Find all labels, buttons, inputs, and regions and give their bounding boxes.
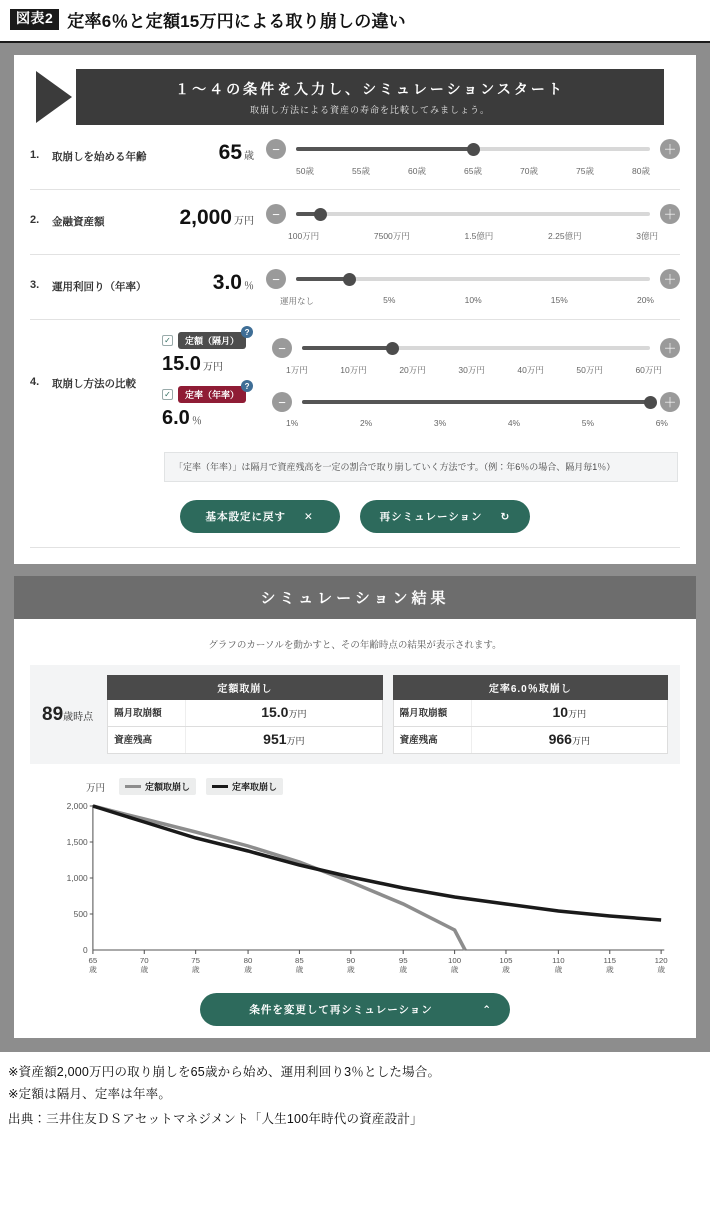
value-unit: 万円 xyxy=(571,736,590,747)
method-body xyxy=(162,327,680,440)
simulator-card xyxy=(14,55,696,564)
tick-label: 1.5億円 xyxy=(464,231,494,241)
reset-button[interactable] xyxy=(180,500,340,533)
slider-track[interactable] xyxy=(296,212,650,216)
tick-label: 30万円 xyxy=(458,365,485,375)
slider-knob[interactable] xyxy=(386,342,399,355)
help-icon[interactable]: ? xyxy=(241,326,253,338)
tick-label: 4% xyxy=(507,418,521,428)
result-panel xyxy=(0,576,710,1052)
svg-text:90: 90 xyxy=(346,956,356,966)
method-value-block xyxy=(162,327,272,376)
tick-label: 3% xyxy=(433,418,447,428)
age-point-number: 89 xyxy=(42,703,64,725)
legend-label: 定率取崩し xyxy=(232,782,278,793)
tag-fixed-amount xyxy=(178,327,250,349)
svg-text:歳: 歳 xyxy=(554,965,563,975)
simulator-panel xyxy=(0,43,710,576)
value-number: 951 xyxy=(263,731,287,748)
svg-text:歳: 歳 xyxy=(88,965,97,975)
value-unit: 歳 xyxy=(244,151,254,162)
value-unit: 万円 xyxy=(234,216,254,227)
tick-label: 5% xyxy=(383,295,396,305)
svg-text:歳: 歳 xyxy=(191,965,200,975)
increment-button[interactable]: ＋ xyxy=(660,204,680,224)
tick-label: 100万円 xyxy=(288,231,320,241)
slider-track[interactable] xyxy=(302,346,650,350)
slider-ticks xyxy=(272,364,680,376)
tick-label: 20% xyxy=(636,295,654,305)
figure-header xyxy=(0,0,710,43)
row-label: 金融資産額 xyxy=(52,216,105,228)
tag-label: 定率（年率） xyxy=(185,390,240,400)
age-point-suffix: 歳時点 xyxy=(63,711,94,723)
slider-ticks xyxy=(266,295,680,307)
svg-text:歳: 歳 xyxy=(657,965,666,975)
row-value xyxy=(472,700,667,726)
asset-depletion-chart[interactable] xyxy=(30,795,680,985)
row-value xyxy=(162,269,254,295)
svg-text:歳: 歳 xyxy=(140,965,149,975)
svg-text:120: 120 xyxy=(654,956,668,966)
svg-text:85: 85 xyxy=(295,956,304,966)
value-number: 10 xyxy=(552,704,569,721)
series-fixed-rate xyxy=(93,806,661,920)
tick-label: 1% xyxy=(286,418,299,428)
value-unit: ％ xyxy=(191,416,202,427)
value-number: 15.0 xyxy=(162,353,201,375)
tick-label: 7500万円 xyxy=(373,231,410,241)
result-hint: グラフのカーソルを動かすと、その年齢時点の結果が表示されます。 xyxy=(208,640,502,652)
footnote-1: ※資産額2,000万円の取り崩しを65歳から始め、運用利回り3％とした場合。 xyxy=(8,1065,441,1080)
tick-label: 1万円 xyxy=(286,365,308,375)
increment-button[interactable]: ＋ xyxy=(660,139,680,159)
result-table-fixed-rate xyxy=(393,675,668,754)
resimulate-button[interactable] xyxy=(360,500,531,533)
row-value xyxy=(186,727,381,753)
table-row xyxy=(107,727,382,754)
banner-subtitle: 取崩し方法による資産の寿命を比較してみましょう。 xyxy=(249,104,490,115)
legend-item-fixed-amount xyxy=(119,778,196,795)
tick-label: 2.25億円 xyxy=(548,231,582,241)
result-table-fixed-amount xyxy=(107,675,382,754)
table-row xyxy=(393,700,668,727)
tick-label: 65歳 xyxy=(464,166,482,176)
input-row-return-rate xyxy=(30,255,680,320)
tick-label: 3億円 xyxy=(636,231,658,241)
value-unit: 万円 xyxy=(286,736,305,747)
tick-label: 15% xyxy=(550,295,568,305)
age-point xyxy=(42,704,97,726)
increment-button[interactable]: ＋ xyxy=(660,269,680,289)
table-title: 定額取崩し xyxy=(107,675,382,700)
row-label: 取崩し方法の比較 xyxy=(52,378,136,390)
method-value xyxy=(162,407,272,430)
result-card xyxy=(14,619,696,1038)
tick-label: 運用なし xyxy=(280,296,315,306)
row-label: 取崩しを始める年齢 xyxy=(52,151,147,163)
tick-label: 6% xyxy=(655,418,668,428)
row-value xyxy=(162,204,254,230)
figure-badge: 図表2 xyxy=(10,9,59,29)
decrement-button[interactable]: − xyxy=(272,338,292,358)
change-conditions-button[interactable] xyxy=(200,993,510,1026)
svg-text:0: 0 xyxy=(82,946,88,956)
row-number: 2. xyxy=(30,214,40,226)
svg-text:歳: 歳 xyxy=(502,965,510,975)
slider-knob[interactable] xyxy=(314,208,327,221)
decrement-button[interactable]: − xyxy=(266,139,286,159)
table-row xyxy=(393,727,668,754)
decrement-button[interactable]: − xyxy=(266,204,286,224)
input-row-method-comparison xyxy=(30,320,680,444)
row-value xyxy=(162,139,254,165)
svg-text:1,500: 1,500 xyxy=(66,838,88,848)
row-number: 4. xyxy=(30,376,40,388)
method-item-fixed-rate xyxy=(162,381,680,430)
method-value-block xyxy=(162,381,272,430)
svg-text:100: 100 xyxy=(448,956,462,966)
bottom-actions xyxy=(30,993,680,1026)
refresh-icon: ↻ xyxy=(500,510,511,523)
method-label-block xyxy=(30,332,162,440)
tag-fixed-rate xyxy=(178,381,250,403)
series-fixed-amount xyxy=(93,806,465,950)
decrement-button[interactable]: − xyxy=(272,392,292,412)
svg-text:105: 105 xyxy=(499,956,513,966)
tick-label: 20万円 xyxy=(399,365,426,375)
change-conditions-label: 条件を変更して再シミュレーション xyxy=(249,1004,433,1017)
figure-footer xyxy=(0,1052,710,1143)
row-value xyxy=(472,727,667,753)
footnote-2: ※定額は隔月、定率は年率。 xyxy=(8,1087,172,1102)
method-note: 「定率（年率）」は隔月で資産残高を一定の割合で取り崩していく方法です。（例：年6％の場合、隔月毎1％） xyxy=(164,452,678,482)
divider xyxy=(30,547,680,548)
slider-ticks xyxy=(272,418,680,428)
slider-ticks xyxy=(266,230,680,242)
row-number: 3. xyxy=(30,279,40,291)
value-unit: 万円 xyxy=(202,362,223,373)
slider-block xyxy=(272,332,680,376)
row-label: 資産残高 xyxy=(394,727,472,753)
slider-track[interactable] xyxy=(296,147,650,151)
simulator-banner xyxy=(76,69,664,125)
checkbox-fixed-rate[interactable]: ✓ xyxy=(162,389,173,400)
row-label: 隔月取崩額 xyxy=(394,700,472,726)
chart-legend xyxy=(30,778,680,795)
slider-block xyxy=(254,204,680,242)
help-icon[interactable]: ? xyxy=(241,380,253,392)
chart-area xyxy=(30,778,680,985)
tick-label: 55歳 xyxy=(352,166,370,176)
slider-block xyxy=(254,139,680,177)
legend-label: 定額取崩し xyxy=(145,782,191,793)
method-item-fixed-amount xyxy=(162,327,680,376)
figure-title: 定率6％と定額15万円による取り崩しの違い xyxy=(67,12,406,31)
svg-text:95: 95 xyxy=(398,956,408,966)
svg-text:80: 80 xyxy=(243,956,253,966)
svg-text:歳: 歳 xyxy=(450,965,459,975)
value-number: 15.0 xyxy=(261,704,289,721)
slider-block xyxy=(254,269,680,307)
tag-label: 定額（隔月） xyxy=(185,336,240,346)
banner-title: １～４の条件を入力し、シミュレーションスタート xyxy=(175,80,565,97)
row-value xyxy=(186,700,381,726)
tick-label: 50歳 xyxy=(296,166,314,176)
slider-track[interactable] xyxy=(296,277,650,281)
value-unit: 万円 xyxy=(568,709,587,720)
svg-text:75: 75 xyxy=(191,956,201,966)
checkbox-fixed-amount[interactable]: ✓ xyxy=(162,335,173,346)
tick-label: 80歳 xyxy=(632,166,650,176)
slider-ticks xyxy=(266,165,680,177)
svg-text:1,000: 1,000 xyxy=(66,874,88,884)
svg-text:65: 65 xyxy=(88,956,98,966)
slider-knob[interactable] xyxy=(343,273,356,286)
svg-text:歳: 歳 xyxy=(399,965,408,975)
result-tables xyxy=(30,665,680,764)
row-label: 運用利回り（年率） xyxy=(52,281,147,293)
source-note: 出典：三井住友ＤＳアセットマネジメント「人生100年時代の資産設計」 xyxy=(8,1112,423,1127)
value-number: 966 xyxy=(548,731,572,748)
tick-label: 10% xyxy=(464,295,482,305)
increment-button[interactable]: ＋ xyxy=(660,338,680,358)
close-icon: ✕ xyxy=(304,510,314,523)
svg-text:115: 115 xyxy=(603,956,617,966)
result-heading: シミュレーション結果 xyxy=(14,576,696,619)
tick-label: 60万円 xyxy=(635,365,662,375)
svg-text:歳: 歳 xyxy=(346,965,355,975)
tick-label: 2% xyxy=(359,418,373,428)
svg-text:110: 110 xyxy=(552,956,565,966)
decrement-button[interactable]: − xyxy=(266,269,286,289)
row-label: 資産残高 xyxy=(108,727,186,753)
slider-track[interactable] xyxy=(302,400,650,404)
tick-label: 5% xyxy=(581,418,595,428)
slider-knob[interactable] xyxy=(467,143,480,156)
value-unit: ％ xyxy=(244,281,254,292)
chart-unit-label: 万円 xyxy=(86,782,106,794)
tick-label: 10万円 xyxy=(340,365,367,375)
slider-knob[interactable] xyxy=(644,396,657,409)
value-number: 2,000 xyxy=(179,206,232,229)
simulator-actions xyxy=(30,500,680,533)
tick-label: 70歳 xyxy=(520,166,538,176)
method-value xyxy=(162,353,272,376)
svg-text:歳: 歳 xyxy=(295,965,304,975)
svg-text:歳: 歳 xyxy=(244,965,252,975)
input-row-start-age xyxy=(30,125,680,190)
svg-text:500: 500 xyxy=(73,910,88,920)
value-number: 3.0 xyxy=(212,271,242,294)
legend-item-fixed-rate xyxy=(206,778,283,795)
tick-label: 60歳 xyxy=(408,166,426,176)
table-row xyxy=(107,700,382,727)
row-number: 1. xyxy=(30,149,40,161)
svg-text:70: 70 xyxy=(139,956,149,966)
svg-text:歳: 歳 xyxy=(605,965,614,975)
value-number: 6.0 xyxy=(162,407,190,429)
input-row-assets xyxy=(30,190,680,255)
reset-button-label: 基本設定に戻す xyxy=(205,511,286,524)
chevron-up-icon: ⌃ xyxy=(482,1003,492,1016)
value-number: 65 xyxy=(218,141,242,164)
svg-text:2,000: 2,000 xyxy=(66,802,88,812)
increment-button[interactable]: ＋ xyxy=(660,392,680,412)
slider-block xyxy=(272,386,680,428)
tick-label: 40万円 xyxy=(517,365,544,375)
row-label: 隔月取崩額 xyxy=(108,700,186,726)
tick-label: 50万円 xyxy=(576,365,603,375)
table-title: 定率6.0％取崩し xyxy=(393,675,668,700)
tick-label: 75歳 xyxy=(576,166,594,176)
resimulate-button-label: 再シミュレーション xyxy=(379,511,483,524)
value-unit: 万円 xyxy=(288,709,307,720)
